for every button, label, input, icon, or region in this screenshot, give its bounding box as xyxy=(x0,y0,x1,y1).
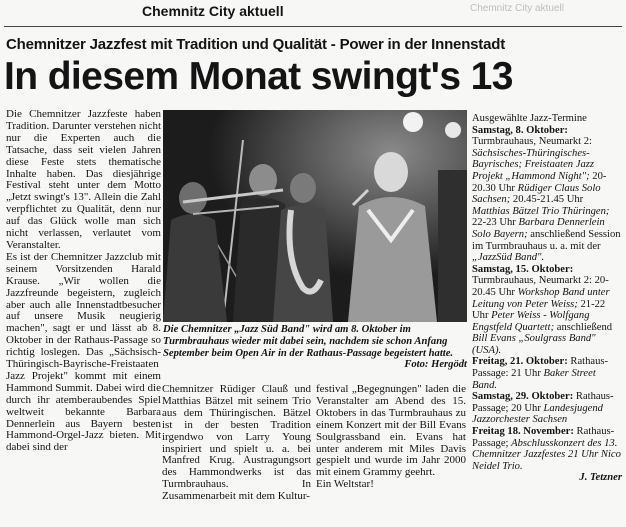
event-time: 21-22 Uhr xyxy=(472,298,606,322)
event-program: Abschlusskonzert des 13. Chemnitzer Jazzfestes 21 Uhr Nico Neidel Trio. xyxy=(472,437,621,472)
header-rule xyxy=(4,26,622,27)
event-venue: Rathaus-Passage; xyxy=(472,426,615,449)
event-program: Baker Street Band. xyxy=(472,368,596,391)
article-column-2 xyxy=(162,384,311,520)
band-photo xyxy=(163,110,467,322)
article-paragraph: Die Chemnitzer Jazzfeste haben Tradition. Darunter verstehen nicht nur die Experten auch die Tatsache, dass seit vielen Jahren diese Feste stets thematische Inhalte haben. Das diesjährige Festival steht unter dem Motto „Jetzt swingt's 13". Allein die Zahl verpflichtet zu Qualität, denn nur auf das Glück wolle man sich nicht verlassen, verlautet vom Veranstalter. xyxy=(6,109,161,251)
event-venue: Rathaus-Passage: 21 Uhr xyxy=(472,356,609,380)
event-listing-intro: Ausgewählte Jazz-Termine xyxy=(472,113,587,124)
author-byline: J. Tetzner xyxy=(579,472,622,484)
event-entry xyxy=(472,264,622,357)
section-title-ghost: Chemnitz City aktuell xyxy=(470,3,564,14)
event-program: Landesjugend Jazzorchester Sachsen xyxy=(472,402,603,426)
event-date: Freitag, 21. Oktober: xyxy=(472,356,571,368)
event-venue: Turmbrauhaus, Neumarkt 2: 20-20.45 Uhr xyxy=(472,275,609,298)
event-date: Samstag, 8. Oktober: xyxy=(472,124,568,136)
event-date: Samstag, 29. Oktober: xyxy=(472,391,576,403)
event-entry xyxy=(472,426,622,484)
article-column-1 xyxy=(6,109,161,521)
photo-caption xyxy=(163,324,467,371)
event-entry xyxy=(472,391,622,426)
event-program: Workshop Band unter Leitung von Peter Weiss; xyxy=(472,286,610,310)
event-entry xyxy=(472,125,622,264)
event-date: Samstag, 15. Oktober: xyxy=(472,263,574,275)
event-note: anschließend xyxy=(556,321,613,333)
section-title: Chemnitz City aktuell xyxy=(142,3,284,19)
event-listing-sidebar xyxy=(472,113,622,525)
article-column-3 xyxy=(316,384,466,520)
event-program: Rüdiger Claus Solo Sachsen; xyxy=(472,182,601,206)
event-program: Peter Weiss - Wolfgang Engstfeld Quartett; xyxy=(472,310,590,333)
article-paragraph: festival „Begegnungen" laden die Veranstalter am Abend des 15. Oktobers in das Turmbrauhaus zu einem Konzert mit der Bill Evans Soulgrassband ein. Evans hat unter anderem mit Miles Davis gespielt und wurde im Jahr 2000 mit einem Grammy geehrt. xyxy=(316,384,466,479)
event-program: Bill Evans „Soulgrass Band" (USA). xyxy=(472,333,596,356)
event-program: Matthias Bätzel Trio Thüringen; xyxy=(472,205,610,217)
event-venue: Rathaus-Passage; 20 Uhr xyxy=(472,391,614,414)
event-program: Sächsisches-Thüringisches-Bayrisches; Freistaaten Jazz Projekt „Hammond Night"; xyxy=(472,147,594,182)
event-note: anschließend Session im Turmbrauhaus u. a. mit der xyxy=(472,228,621,252)
band-photo-image xyxy=(163,110,467,322)
event-venue: Turmbrauhaus, Neumarkt 2: xyxy=(472,136,592,148)
event-time: 20.45-21.45 Uhr xyxy=(512,194,584,206)
event-time: 20-20.30 Uhr xyxy=(472,170,607,194)
article-kicker: Chemnitzer Jazzfest mit Tradition und Qualität - Power in der Innenstadt xyxy=(6,36,505,53)
event-program: Barbara Dennerlein Solo Bayern; xyxy=(472,217,605,240)
event-time: 22-23 Uhr xyxy=(472,217,519,229)
event-date: Freitag 18. November: xyxy=(472,426,577,438)
photo-credit: Foto: Hergödt xyxy=(404,359,467,371)
event-entry xyxy=(472,356,622,391)
article-paragraph: Chemnitzer Rüdiger Clauß und Matthias Bätzel mit seinem Trio aus dem Thüringischen. Bätzel ist in der besten Tradition irgendwo von Larry Young inspiriert und spielt u. a. bei Manfred Krug. Austragungsort des Hammondwerks ist das Turmbrauhaus. In Zusammenarbeit mit dem Kultur- xyxy=(162,384,311,503)
article-paragraph: Es ist der Chemnitzer Jazzclub mit seinem Vorsitzenden Harald Krause. „Wir wollen die Jazzfreunde begeistern, zugleich aber auch alle Innenstadtbesucher auf unsere Musik neugierig machen", sagt er und lässt ab 8. Oktober in der Rathaus-Passage so richtig loslegen. Das „Sächsisch-Thüringisch-Bayrische-Freistaaten Jazz Projekt" kommt mit einem Hammond Summit. Dabei wird die durch ihr atemberaubendes Spiel weltweit bekannte Barbara Dennerlein aus Bayern besten Hammond-Orgel-Jazz bieten. Mit dabei sind der xyxy=(6,250,161,454)
event-program: „JazzSüd Band". xyxy=(472,252,545,264)
article-closing-line: Ein Weltstar! xyxy=(316,478,374,491)
photo-caption-text: Die Chemnitzer „Jazz Süd Band" wird am 8. Oktober im Turmbrauhaus wieder mit dabei sein, nachdem sie schon Anfang September beim Open Air in der Rathaus-Passage begeistert hatte. xyxy=(163,324,454,359)
article-headline: In diesem Monat swingt's 13 xyxy=(4,55,513,98)
